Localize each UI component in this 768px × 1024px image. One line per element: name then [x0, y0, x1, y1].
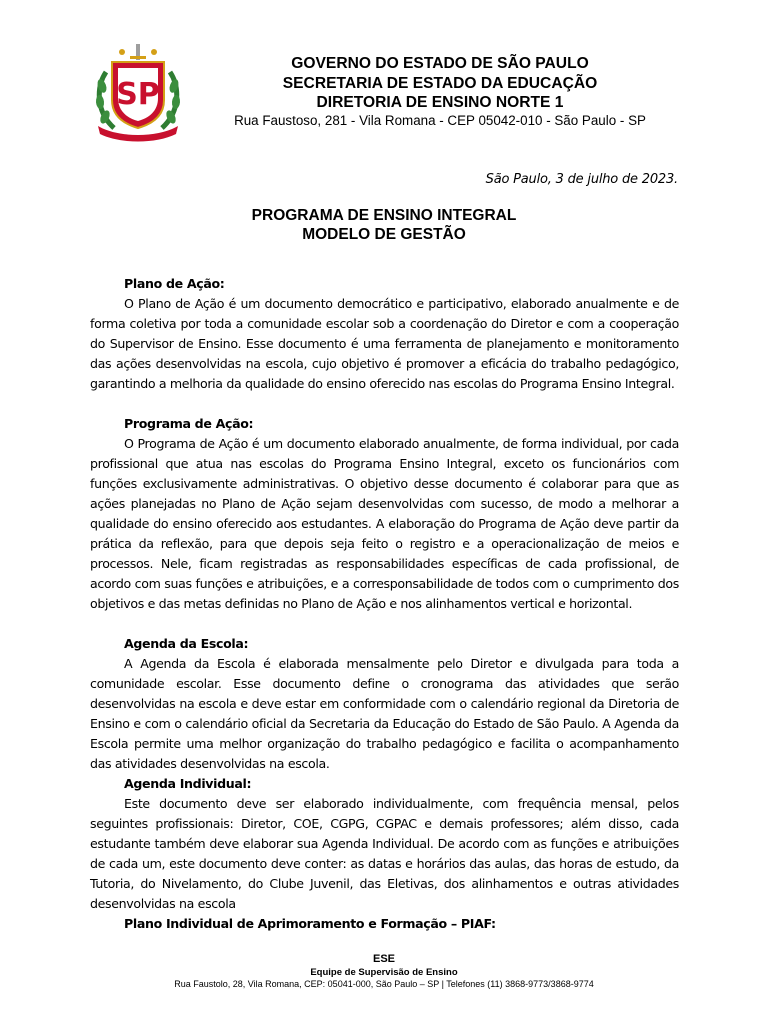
- section-agenda-da-escola: [90, 634, 679, 774]
- section-plano-de-acao: [90, 274, 679, 394]
- header-government-line: GOVERNO DO ESTADO DE SÃO PAULO: [291, 55, 589, 72]
- section-heading: Plano de Ação:: [124, 276, 225, 291]
- footer-ese: ESE: [372, 953, 395, 965]
- section-heading: Programa de Ação:: [124, 416, 254, 431]
- header-address: Rua Faustoso, 281 - Vila Romana - CEP 05042-010 - São Paulo - SP: [234, 113, 646, 128]
- document-date: São Paulo, 3 de julho de 2023.: [485, 172, 678, 187]
- section-paragraph: Este documento deve ser elaborado individualmente, com frequência mensal, pelos seguintes profissionais: Diretor, COE, CGPG, CGPAC e demais professores; além disso, cada estudante também deve elaborar sua Agenda Individual. De acordo com as funções e atribuições de cada um, este documento deve conter: as datas e horários das aulas, das horas de estudo, da Tutoria, do Nivelamento, do Clube Juvenil, das Eletivas, dos alinhamentos e outras atividades desenvolvidas na escola: [90, 796, 679, 911]
- section-heading: Agenda da Escola:: [124, 636, 249, 651]
- footer-team-name: Equipe de Supervisão de Ensino: [310, 967, 458, 978]
- sp-coat-of-arms-logo: [92, 42, 184, 142]
- section-heading-piaf: Plano Individual de Aprimoramento e Formação – PIAF:: [124, 916, 496, 931]
- crest-sp-text: SP: [116, 77, 160, 112]
- header-directorate-line: DIRETORIA DE ENSINO NORTE 1: [316, 94, 564, 111]
- header-secretariat-line: SECRETARIA DE ESTADO DA EDUCAÇÃO: [282, 75, 598, 92]
- section-programa-de-acao: [90, 414, 679, 614]
- section-paragraph: O Plano de Ação é um documento democrático e participativo, elaborado anualmente e de forma coletiva por toda a comunidade escolar sob a coordenação do Diretor e com a cooperação do Supervisor de Ensino. Esse documento é uma ferramenta de planejamento e monitoramento das ações desenvolvidas na escola, cujo objetivo é promover a eficácia do trabalho pedagógico, garantindo a melhoria da qualidade do ensino oferecido nas escolas do Programa Ensino Integral.: [90, 296, 679, 391]
- footer-address: Rua Faustolo, 28, Vila Romana, CEP: 05041-000, São Paulo – SP | Telefones (11) 3868-9773/3868-9774: [174, 979, 594, 989]
- section-paragraph: O Programa de Ação é um documento elaborado anualmente, de forma individual, por cada profissional que atua nas escolas do Programa Ensino Integral, exceto os funcionários com funções exclusivamente administrativas. O objetivo desse documento é colaborar para que as ações planejadas no Plano de Ação sejam desenvolvidas com sucesso, de modo a melhorar a qualidade do ensino oferecido aos estudantes. A elaboração do Programa de Ação deve partir da prática da reflexão, para que depois seja feito o registro e a operacionalização de meios e processos. Nele, ficam registradas as responsabilidades específicas de cada profissional, de acordo com suas funções e atribuições, e a corresponsabilidade de todos com o cumprimento dos objetivos e das metas definidas no Plano de Ação e nos alinhamentos vertical e horizontal.: [90, 436, 679, 611]
- section-heading: Agenda Individual:: [124, 776, 252, 791]
- section-paragraph: A Agenda da Escola é elaborada mensalmente pelo Diretor e divulgada para toda a comunidade escolar. Esse documento define o cronograma das atividades que serão desenvolvidas na escola e deve estar em conformidade com o calendário regional da Diretoria de Ensino e com o calendário oficial da Secretaria da Educação do Estado de São Paulo. A Agenda da Escola permite uma melhor organização do trabalho pedagógico e facilita o acompanhamento das atividades desenvolvidas na escola.: [90, 656, 679, 771]
- document-title-line1: PROGRAMA DE ENSINO INTEGRAL: [251, 207, 517, 224]
- document-title-line2: MODELO DE GESTÃO: [302, 226, 466, 243]
- section-agenda-individual: [90, 774, 679, 934]
